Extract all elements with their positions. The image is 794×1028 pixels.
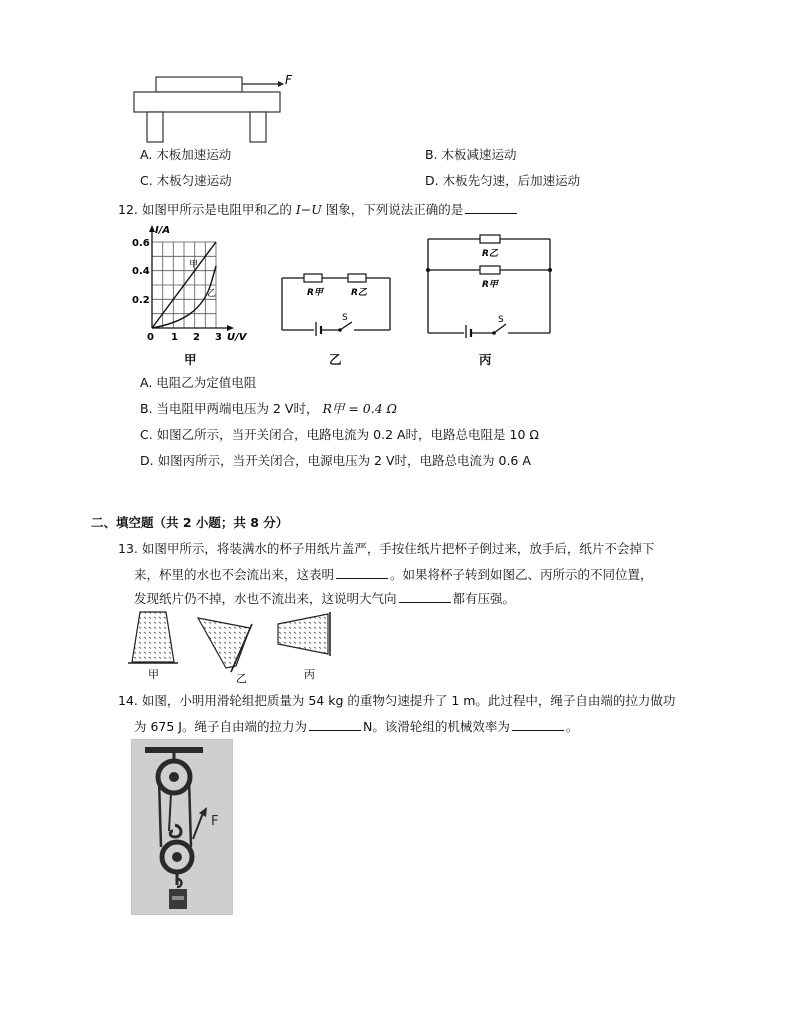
q11-option-c[interactable]: C. 木板匀速运动 <box>140 173 232 188</box>
circuit-parallel <box>424 232 554 338</box>
q12-stem <box>118 201 519 218</box>
pulley-force-label: F <box>211 814 219 829</box>
parallel-r-jia: R甲 <box>482 280 498 290</box>
q12-option-d[interactable]: D. 如图丙所示，当开关闭合，电源电压为 2 V时，电路总电流为 0.6 A <box>140 453 531 468</box>
q14-line2-post: 。 <box>565 719 579 734</box>
q14-blank-2[interactable] <box>512 718 564 731</box>
iu-graph <box>128 222 256 346</box>
q12-option-b-text: B. 当电阻甲两端电压为 2 V时， <box>140 401 319 416</box>
q12-option-a[interactable]: A. 电阻乙为定值电阻 <box>140 375 257 390</box>
y-tick-0-6: 0.6 <box>132 238 150 249</box>
line-label-yi: 乙 <box>207 289 217 299</box>
q14-line2-mid: N。该滑轮组的机械效率为 <box>363 719 510 734</box>
caption-bing: 丙 <box>479 352 492 367</box>
caption-yi: 乙 <box>329 352 342 367</box>
q13-line3-post: 都有压强。 <box>452 591 516 606</box>
force-label: F <box>285 73 292 87</box>
board-table-figure <box>128 70 308 144</box>
q13-line3-pre: 发现纸片仍不掉，水也不流出来，这说明大气向 <box>134 591 397 606</box>
x-tick-0: 0 <box>147 332 154 343</box>
q11-option-d[interactable]: D. 木板先匀速，后加速运动 <box>425 173 581 188</box>
q13-line3 <box>134 590 515 607</box>
q12-option-b[interactable] <box>140 401 397 417</box>
caption-jia: 甲 <box>184 352 197 367</box>
q12-stem-pre: 12. 如图甲所示是电阻甲和乙的 <box>118 202 292 217</box>
q13-blank-1[interactable] <box>336 566 388 579</box>
parallel-r-yi: R乙 <box>482 249 498 259</box>
cup-caption-yi: 乙 <box>236 672 247 684</box>
x-axis-label: U/V <box>227 332 247 343</box>
q14-line2 <box>134 718 578 735</box>
q12-option-c[interactable]: C. 如图乙所示，当开关闭合，电路电流为 0.2 A时，电路总电阻是 10 Ω <box>140 427 539 442</box>
q11-option-b[interactable]: B. 木板减速运动 <box>425 147 517 162</box>
q13-line2-pre: 来，杯里的水也不会流出来，这表明 <box>134 567 335 582</box>
q11-option-a[interactable]: A. 木板加速运动 <box>140 147 232 162</box>
q12-stem-iu: I−U <box>295 202 322 217</box>
series-r-jia: R甲 <box>307 288 323 298</box>
y-tick-0-4: 0.4 <box>132 266 150 277</box>
pulley-photo <box>131 739 233 915</box>
cup-caption-jia: 甲 <box>148 668 159 681</box>
q12-option-b-formula: R甲 = 0.4 Ω <box>322 401 398 416</box>
q12-answer-blank[interactable] <box>465 201 517 214</box>
q13-blank-2[interactable] <box>399 590 451 603</box>
q14-blank-1[interactable] <box>309 718 361 731</box>
parallel-switch-label: S <box>498 315 504 325</box>
circuit-series <box>276 266 398 336</box>
section-title: 二、填空题（共 2 小题；共 8 分） <box>91 515 289 530</box>
x-tick-3: 3 <box>215 332 222 343</box>
q13-line1: 13. 如图甲所示，将装满水的杯子用纸片盖严，手按住纸片把杯子倒过来，放手后，纸片不会掉下 <box>118 541 655 556</box>
cups-figure <box>128 606 358 684</box>
line-label-jia: 甲 <box>189 260 199 270</box>
cup-caption-bing: 丙 <box>304 668 315 681</box>
y-axis-label: I/A <box>155 225 171 236</box>
q13-line2 <box>134 566 653 583</box>
q13-line2-post: 。如果将杯子转到如图乙、丙所示的不同位置， <box>390 567 653 582</box>
series-r-yi: R乙 <box>351 288 367 298</box>
x-tick-1: 1 <box>171 332 178 343</box>
series-switch-label: S <box>342 313 348 323</box>
x-tick-2: 2 <box>193 332 200 343</box>
q14-line1: 14. 如图，小明用滑轮组把质量为 54 kg 的重物匀速提升了 1 m。此过程中，绳子自由端的拉力做功 <box>118 693 676 708</box>
y-tick-0-2: 0.2 <box>132 295 150 306</box>
q12-stem-post: 图象，下列说法正确的是 <box>325 202 464 217</box>
q14-line2-pre: 为 675 J。绳子自由端的拉力为 <box>134 719 307 734</box>
